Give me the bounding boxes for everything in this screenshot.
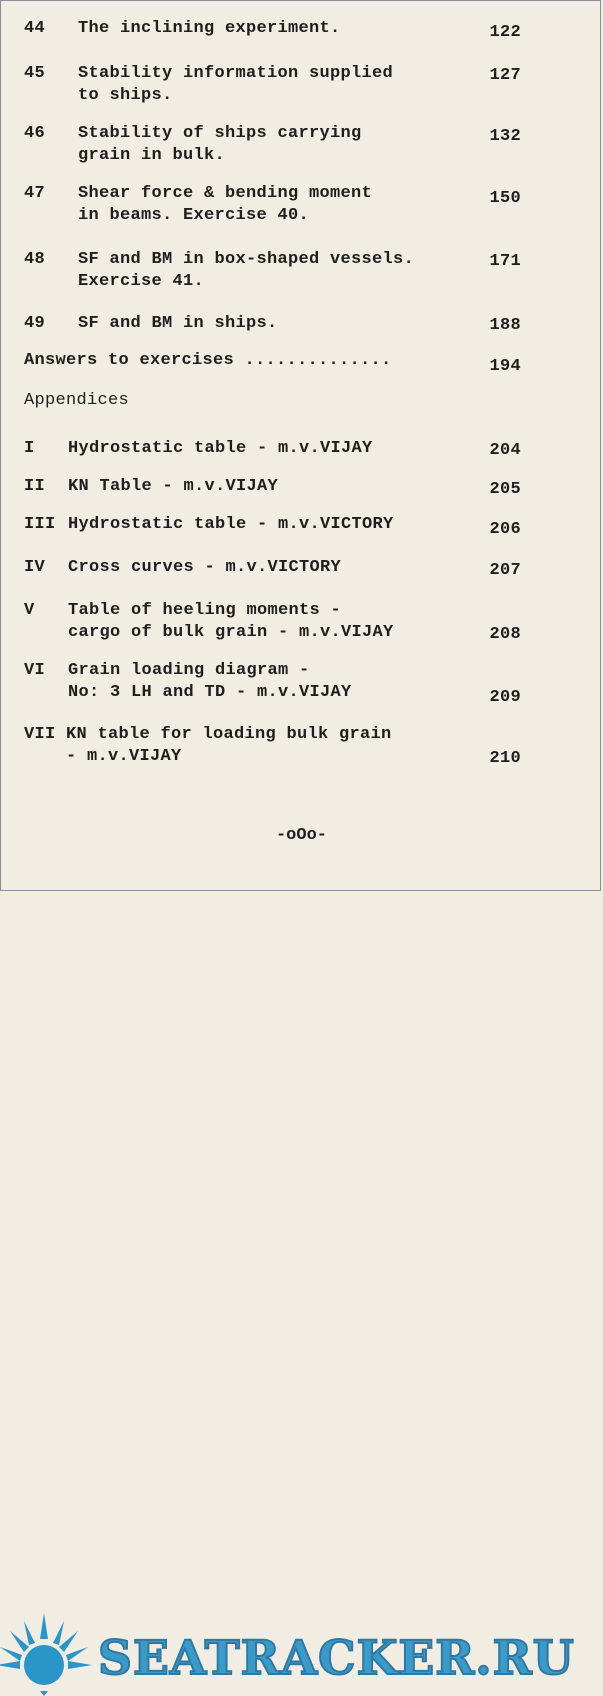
entry-number: 48 xyxy=(24,250,46,269)
appendix-page: 204 xyxy=(489,441,521,460)
entry-page: 127 xyxy=(489,66,521,85)
answers-page: 194 xyxy=(489,357,521,376)
entry-number: 44 xyxy=(24,19,46,38)
appendix-page: 205 xyxy=(489,480,521,499)
appendix-title: Grain loading diagram - No: 3 LH and TD - m.v.VIJAY xyxy=(68,661,352,702)
watermark-text: SEATRACKER.RU xyxy=(98,1631,575,1686)
appendix-number: VII xyxy=(24,725,56,744)
entry-title: The inclining experiment. xyxy=(78,19,341,38)
appendix-page: 209 xyxy=(489,688,521,707)
appendix-title: Table of heeling moments - cargo of bulk grain - m.v.VIJAY xyxy=(68,601,394,642)
end-ornament: -oOo- xyxy=(275,826,327,845)
appendix-title: Hydrostatic table - m.v.VIJAY xyxy=(68,439,373,458)
entry-number: 49 xyxy=(24,314,46,333)
entry-page: 171 xyxy=(489,252,521,271)
appendix-number: IV xyxy=(24,558,46,577)
sun-logo-icon xyxy=(0,1603,98,1696)
appendix-number: III xyxy=(24,515,56,534)
entry-title: Shear force & bending moment in beams. Exercise 40. xyxy=(78,184,373,225)
appendix-page: 208 xyxy=(489,625,521,644)
appendix-number: VI xyxy=(24,661,46,680)
appendix-number: I xyxy=(24,439,35,458)
appendix-number: V xyxy=(24,601,35,620)
appendices-heading-label: Appendices xyxy=(24,391,130,410)
appendix-page: 207 xyxy=(489,561,521,580)
appendix-title: Hydrostatic table - m.v.VICTORY xyxy=(68,515,394,534)
entry-number: 45 xyxy=(24,64,46,83)
watermark xyxy=(0,803,603,1686)
entry-title: SF and BM in ships. xyxy=(78,314,278,333)
entry-page: 150 xyxy=(489,189,521,208)
appendix-title: Cross curves - m.v.VICTORY xyxy=(68,558,342,577)
entry-page: 188 xyxy=(489,316,521,335)
entry-number: 46 xyxy=(24,124,46,143)
appendix-page: 210 xyxy=(489,749,521,768)
entry-number: 47 xyxy=(24,184,46,203)
entry-page: 132 xyxy=(489,127,521,146)
entry-page: 122 xyxy=(489,23,521,42)
appendix-title: KN table for loading bulk grain - m.v.VIJAY xyxy=(66,725,392,766)
appendix-page: 206 xyxy=(489,520,521,539)
answers-label: Answers to exercises .............. xyxy=(24,351,392,370)
appendix-number: II xyxy=(24,477,46,496)
entry-title: Stability of ships carrying grain in bulk. xyxy=(78,124,362,165)
appendix-title: KN Table - m.v.VIJAY xyxy=(68,477,279,496)
entry-title: Stability information supplied to ships. xyxy=(78,64,394,105)
entry-title: SF and BM in box-shaped vessels. Exercise 41. xyxy=(78,250,415,291)
